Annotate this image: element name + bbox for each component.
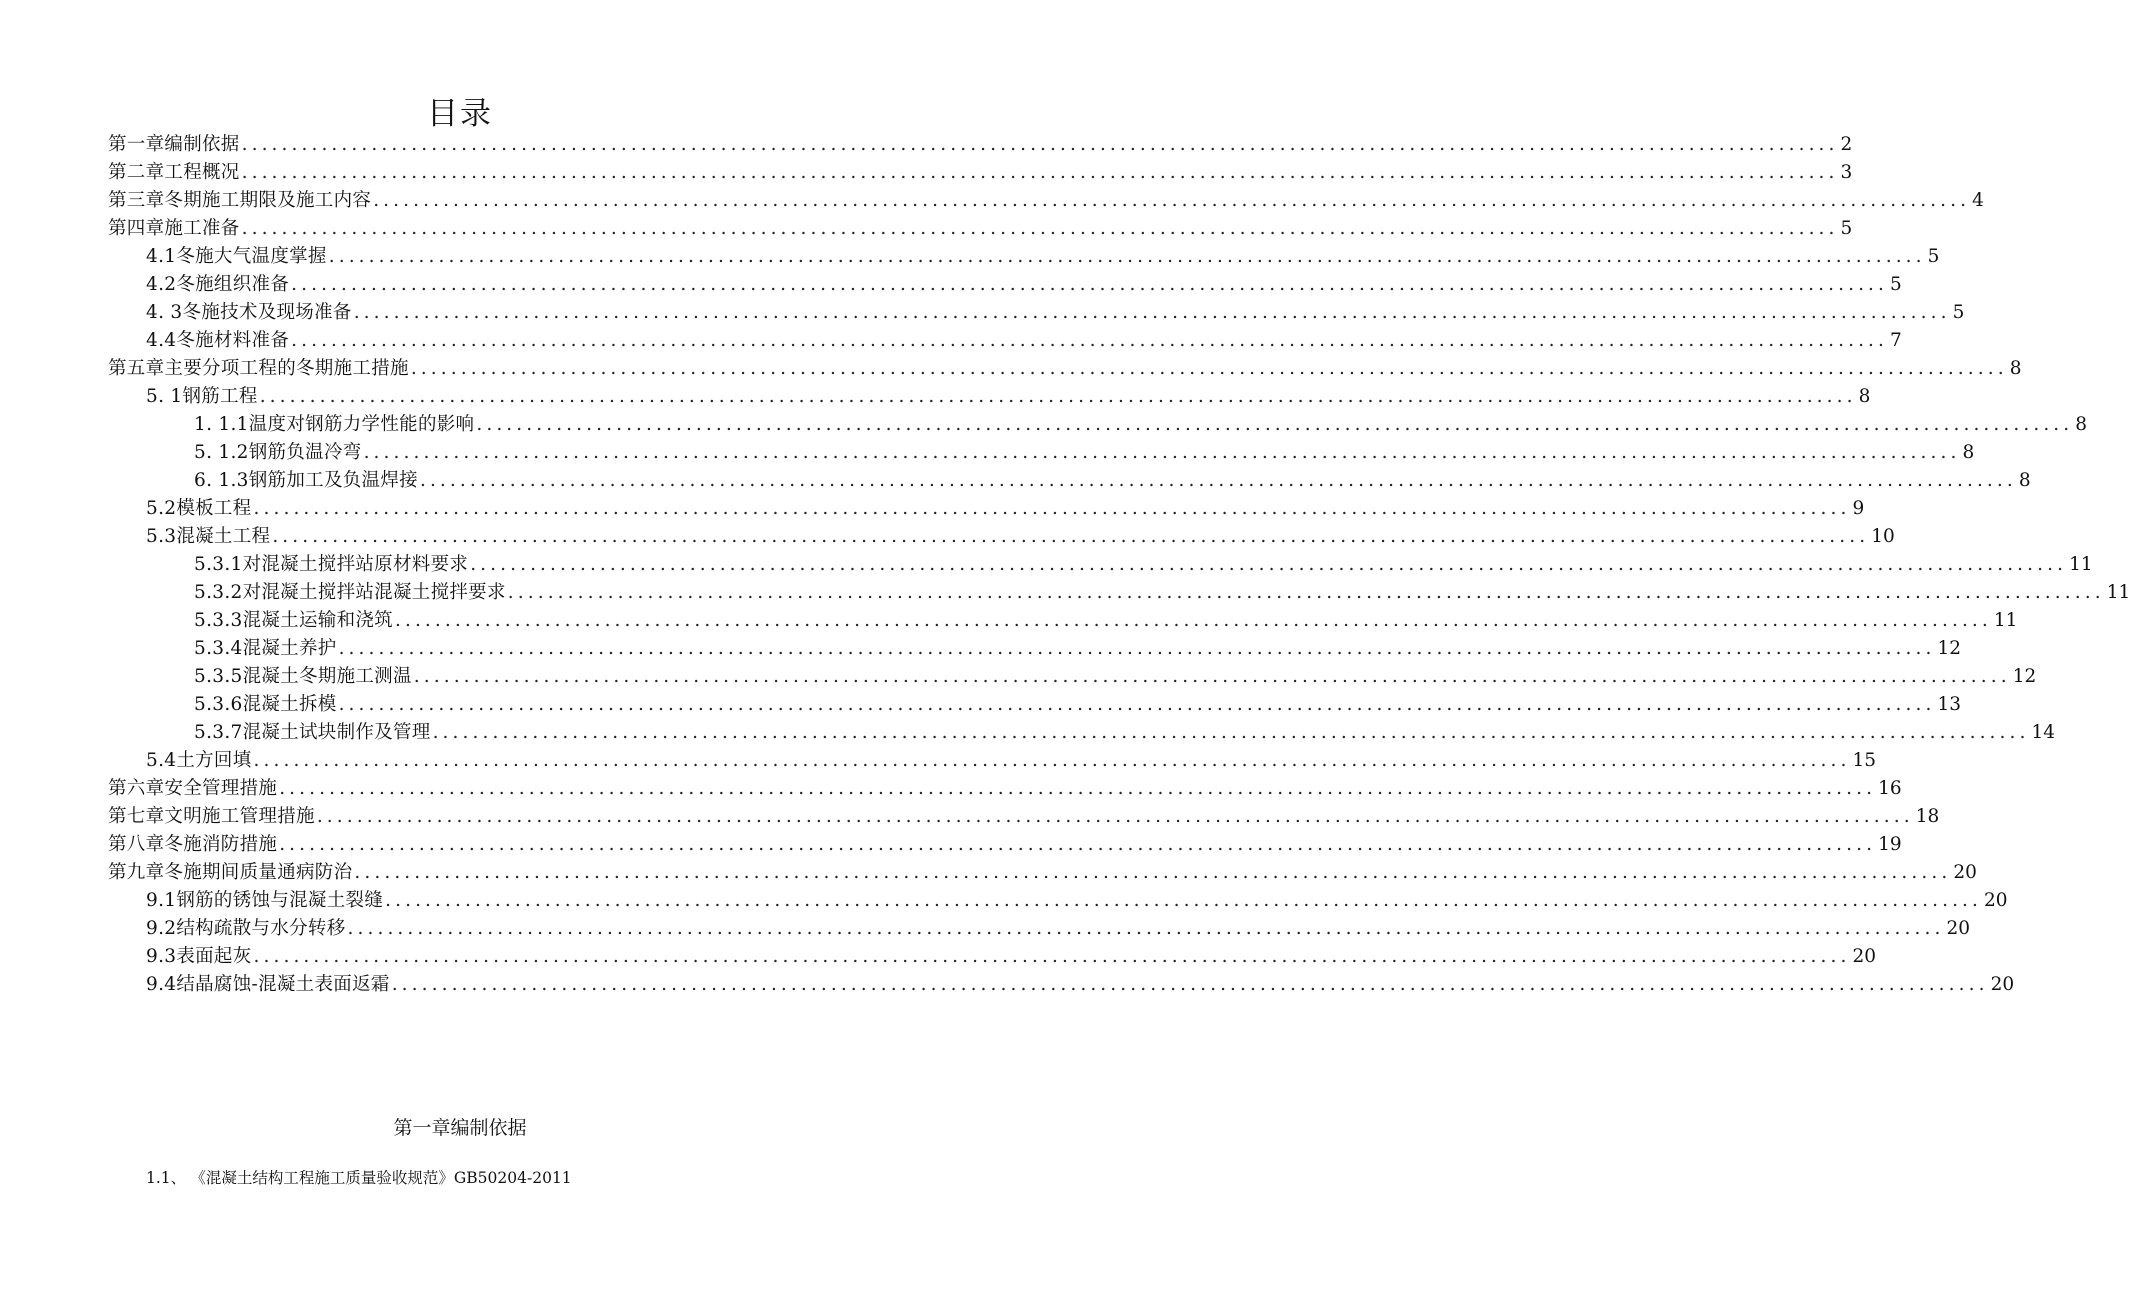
toc-entry-page: 10: [1871, 526, 1895, 547]
toc-entry-label: 9.3表面起灰: [146, 946, 252, 967]
toc-entry[interactable]: [108, 131, 1853, 159]
toc-leader-dots: ................................................................................................................................................................: [432, 722, 2030, 743]
toc-entry-label: 第九章冬施期间质量通病防治: [108, 862, 353, 883]
toc-entry[interactable]: [194, 663, 2037, 691]
toc-entry-page: 8: [1858, 386, 1871, 407]
toc-leader-dots: ................................................................................................................................................................: [316, 806, 1914, 827]
toc-entry-page: 5: [1952, 302, 1965, 323]
toc-leader-dots: ................................................................................................................................................................: [354, 862, 1952, 883]
toc-title: 目录: [427, 96, 493, 132]
toc-entry[interactable]: [194, 439, 1975, 467]
toc-entry-label: 5.3.7混凝土试块制作及管理: [194, 722, 431, 743]
toc-entry-page: 4: [1972, 190, 1984, 211]
toc-entry-label: 4.2冬施组织准备: [146, 274, 290, 295]
toc-entry[interactable]: [146, 747, 1876, 775]
toc-entry[interactable]: [194, 411, 2088, 439]
toc-leader-dots: ................................................................................................................................................................: [385, 890, 1983, 911]
toc-entry-page: 5: [1927, 246, 1940, 267]
toc-leader-dots: ................................................................................................................................................................: [373, 190, 1971, 211]
toc-entry-page: 15: [1852, 750, 1876, 771]
toc-entry-page: 20: [1852, 946, 1876, 967]
toc-entry-page: 19: [1878, 834, 1902, 855]
toc-leader-dots: ................................................................................................................................................................: [410, 358, 2008, 379]
toc-entry[interactable]: [146, 383, 1871, 411]
toc-entry-page: 16: [1878, 778, 1902, 799]
clause-1-1: [146, 1166, 584, 1188]
toc-entry-label: 第二章工程概况: [108, 162, 240, 183]
toc-leader-dots: ................................................................................................................................................................: [291, 274, 1889, 295]
toc-leader-dots: ................................................................................................................................................................: [363, 442, 1961, 463]
toc-entry-label: 5. 1.2钢筋负温冷弯: [194, 442, 362, 463]
toc-entry-page: 5: [1890, 274, 1902, 295]
toc-leader-dots: ................................................................................................................................................................: [279, 834, 1877, 855]
toc-entry-label: 5.3混凝土工程: [146, 526, 271, 547]
toc-leader-dots: ................................................................................................................................................................: [338, 638, 1936, 659]
clause-number: 1.1、: [146, 1169, 187, 1187]
toc-leader-dots: ................................................................................................................................................................: [470, 554, 2068, 575]
toc-entry-page: 14: [2031, 722, 2056, 743]
toc-entry-label: 4. 3冬施技术及现场准备: [146, 302, 352, 323]
toc-entry-label: 5.3.3混凝土运输和浇筑: [194, 610, 393, 631]
toc-entry[interactable]: [194, 607, 2018, 635]
toc-entry[interactable]: [146, 887, 2008, 915]
toc-entry-label: 第七章文明施工管理措施: [108, 806, 315, 827]
toc-entry-page: 20: [1946, 918, 1970, 939]
toc-entry-label: 5.2模板工程: [146, 498, 252, 519]
toc-leader-dots: ................................................................................................................................................................: [279, 778, 1877, 799]
toc-leader-dots: ................................................................................................................................................................: [253, 946, 1851, 967]
toc-leader-dots: ................................................................................................................................................................: [413, 666, 2011, 687]
toc-entry-label: 第八章冬施消防措施: [108, 834, 278, 855]
toc-leader-dots: ................................................................................................................................................................: [272, 526, 1870, 547]
toc-entry-label: 5.3.6混凝土拆模: [194, 694, 337, 715]
toc-entry-label: 第三章冬期施工期限及施工内容: [108, 190, 372, 211]
toc-entry-label: 5.4土方回填: [146, 750, 252, 771]
toc-leader-dots: ................................................................................................................................................................: [353, 302, 1951, 323]
toc-entry-page: 20: [1990, 974, 2015, 995]
toc-entry[interactable]: [146, 327, 1902, 355]
toc-entry[interactable]: [108, 187, 1984, 215]
toc-leader-dots: ................................................................................................................................................................: [391, 974, 1989, 995]
toc-leader-dots: ................................................................................................................................................................: [253, 750, 1851, 771]
toc-leader-dots: ................................................................................................................................................................: [338, 694, 1936, 715]
toc-entry-page: 20: [1984, 890, 2008, 911]
toc-leader-dots: ................................................................................................................................................................: [394, 610, 1992, 631]
toc-entry-label: 4.1冬施大气温度掌握: [146, 246, 327, 267]
toc-entry-label: 第五章主要分项工程的冬期施工措施: [108, 358, 409, 379]
toc-entry-page: 18: [1915, 806, 1940, 827]
toc-entry-page: 8: [2075, 414, 2088, 435]
toc-entry-page: 8: [2009, 358, 2022, 379]
toc-entry-page: 11: [2106, 582, 2130, 603]
toc-entry-label: 1. 1.1温度对钢筋力学性能的影响: [194, 414, 475, 435]
toc-entry-label: 6. 1.3钢筋加工及负温焊接: [194, 470, 418, 491]
toc-entry[interactable]: [194, 635, 1962, 663]
toc-leader-dots: ................................................................................................................................................................: [253, 498, 1851, 519]
toc-entry[interactable]: [108, 859, 1977, 887]
toc-entry-label: 5.3.1对混凝土搅拌站原材料要求: [194, 554, 469, 575]
toc-entry-page: 9: [1852, 498, 1865, 519]
toc-leader-dots: ................................................................................................................................................................: [476, 414, 2074, 435]
toc-entry-page: 12: [2012, 666, 2037, 687]
toc-entry-label: 5.3.2对混凝土搅拌站混凝土搅拌要求: [194, 582, 506, 603]
toc-entry-label: 5.3.5混凝土冬期施工测温: [194, 666, 412, 687]
chapter-heading: 第一章编制依据: [393, 1117, 527, 1139]
toc-entry[interactable]: [108, 775, 1902, 803]
toc-entry-label: 第一章编制依据: [108, 134, 240, 155]
toc-entry[interactable]: [108, 355, 2022, 383]
toc-entry-page: 8: [1962, 442, 1975, 463]
toc-leader-dots: ................................................................................................................................................................: [328, 246, 1926, 267]
toc-entry[interactable]: [146, 971, 2015, 999]
toc-entry-label: 第四章施工准备: [108, 218, 240, 239]
toc-entry[interactable]: [146, 943, 1876, 971]
toc-entry[interactable]: [146, 523, 1895, 551]
toc-entry-label: 9.4结晶腐蚀-混凝土表面返霜: [146, 974, 390, 995]
toc-entry-label: 9.1钢筋的锈蚀与混凝土裂缝: [146, 890, 384, 911]
toc-leader-dots: ................................................................................................................................................................: [241, 162, 1839, 183]
toc-entry[interactable]: [146, 495, 1865, 523]
toc-leader-dots: ................................................................................................................................................................: [241, 218, 1839, 239]
toc-entry[interactable]: [194, 551, 2093, 579]
toc-entry-page: 7: [1890, 330, 1902, 351]
toc-leader-dots: ................................................................................................................................................................: [347, 918, 1945, 939]
toc-entry-page: 12: [1937, 638, 1962, 659]
toc-leader-dots: ................................................................................................................................................................: [259, 386, 1857, 407]
toc-entry-page: 13: [1937, 694, 1962, 715]
toc-entry-page: 3: [1840, 162, 1853, 183]
toc-entry[interactable]: [108, 215, 1853, 243]
toc-leader-dots: ................................................................................................................................................................: [291, 330, 1889, 351]
toc-entry-page: 11: [1993, 610, 2018, 631]
toc-entry[interactable]: [194, 691, 1962, 719]
toc-leader-dots: ................................................................................................................................................................: [419, 470, 2017, 491]
toc-entry-label: 5. 1钢筋工程: [146, 386, 258, 407]
toc-entry[interactable]: [194, 719, 2056, 747]
toc-entry[interactable]: [146, 915, 1970, 943]
toc-entry-label: 4.4冬施材料准备: [146, 330, 290, 351]
toc-entry[interactable]: [146, 271, 1902, 299]
toc-entry-label: 5.3.4混凝土养护: [194, 638, 337, 659]
toc-entry[interactable]: [108, 803, 1940, 831]
toc-entry-label: 9.2结构疏散与水分转移: [146, 918, 346, 939]
toc-entry[interactable]: [108, 159, 1853, 187]
toc-leader-dots: ................................................................................................................................................................: [241, 134, 1839, 155]
toc-entry-page: 2: [1840, 134, 1853, 155]
toc-entry-page: 20: [1953, 862, 1977, 883]
toc-entry-page: 5: [1840, 218, 1853, 239]
toc-entry[interactable]: [146, 299, 1965, 327]
toc-entry[interactable]: [108, 831, 1902, 859]
clause-text: 《混凝土结构工程施工质量验收规范》GB50204-2011: [198, 1169, 572, 1187]
toc-entry[interactable]: [194, 579, 2130, 607]
toc-entry-label: 第六章安全管理措施: [108, 778, 278, 799]
toc-entry[interactable]: [146, 243, 1940, 271]
toc-entry-page: 11: [2069, 554, 2093, 575]
toc-entry-page: 8: [2018, 470, 2031, 491]
toc-leader-dots: ................................................................................................................................................................: [507, 582, 2105, 603]
toc-entry[interactable]: [194, 467, 2031, 495]
